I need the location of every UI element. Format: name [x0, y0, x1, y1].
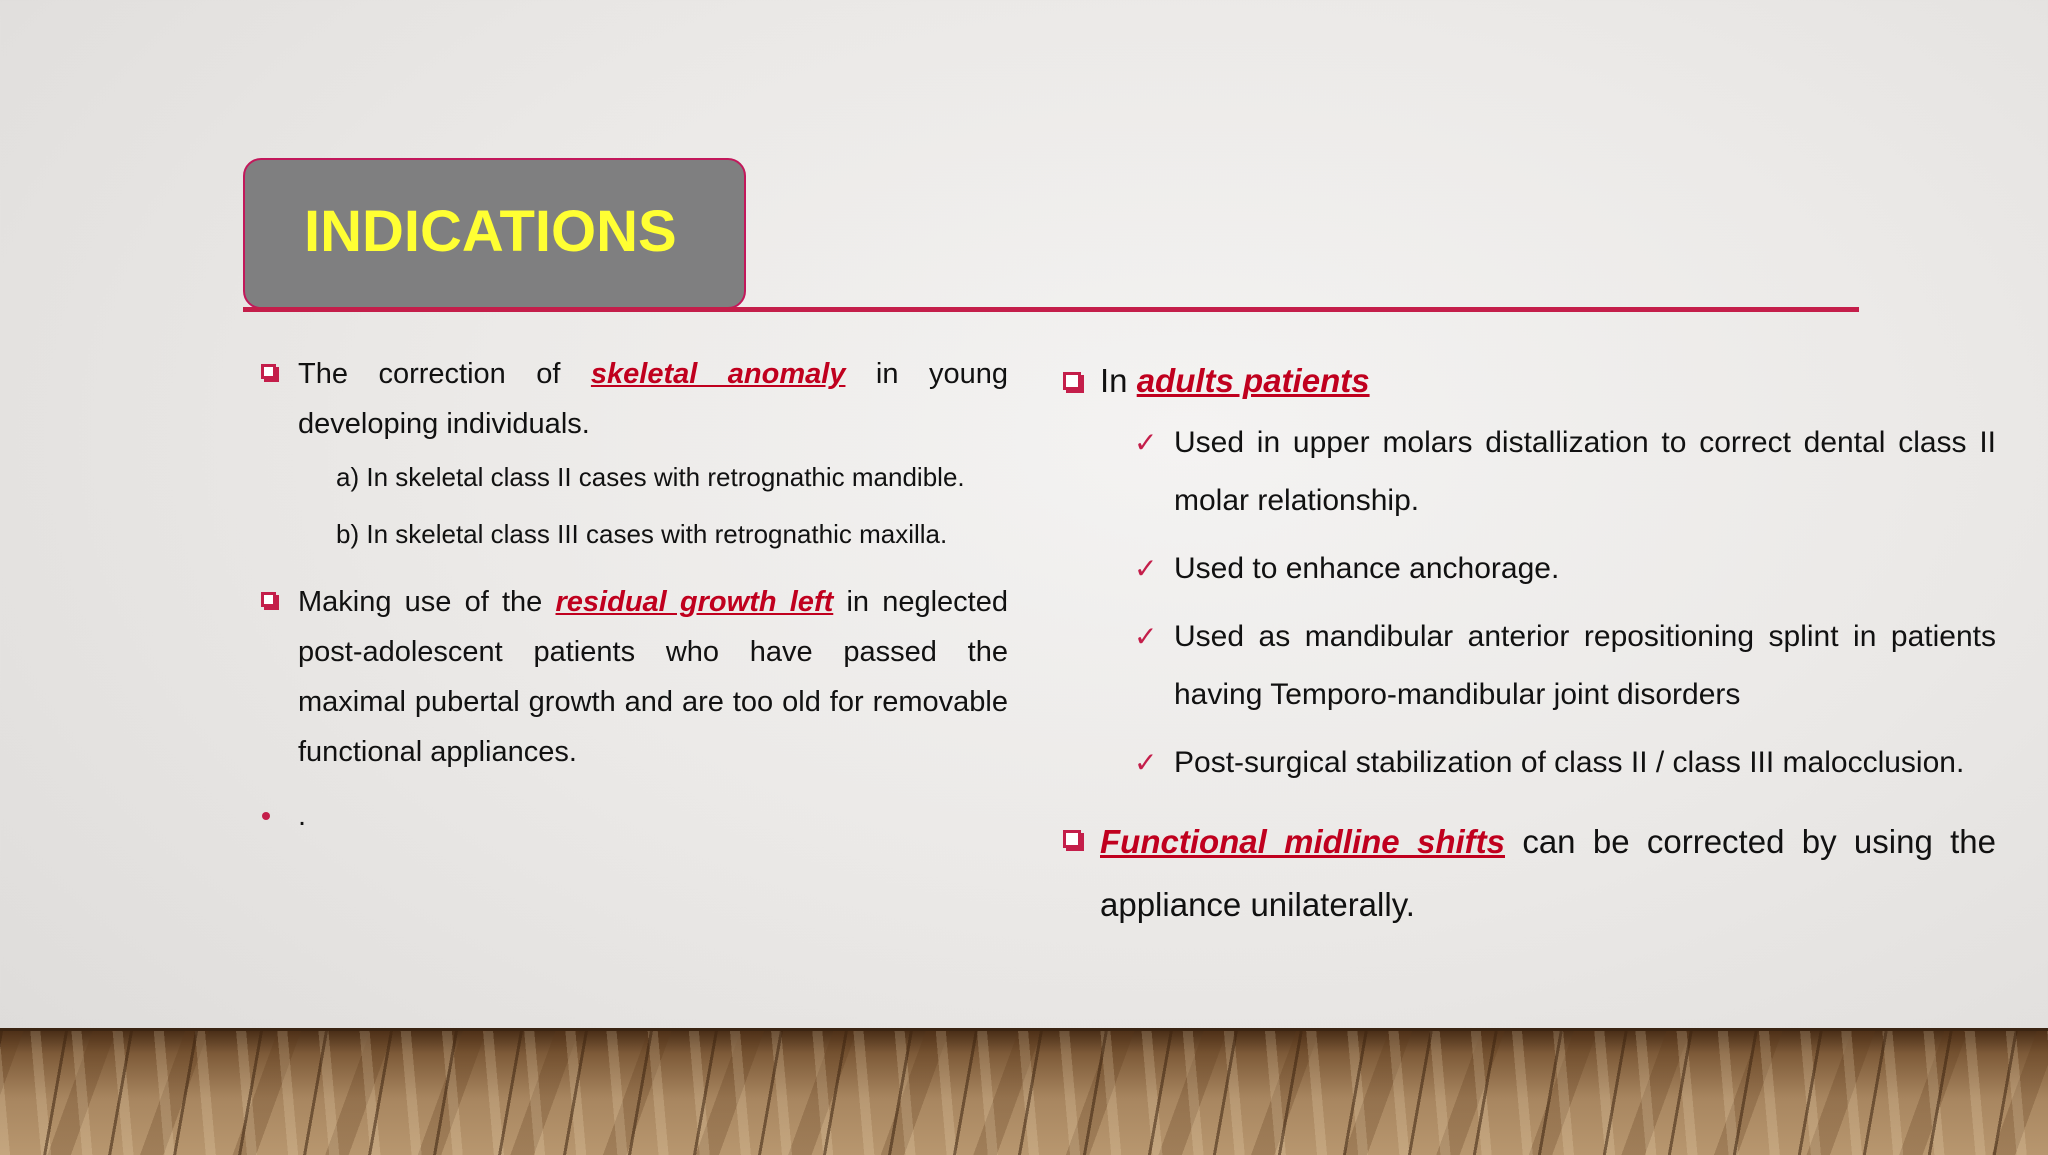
checkbox-bullet-icon — [1063, 830, 1081, 848]
indication-adults: In adults patients — [1060, 356, 1996, 406]
highlight-functional-midline-shifts: Functional midline shifts — [1100, 823, 1505, 860]
sub-item-b: b) In skeletal class III cases with retrognathic maxilla. — [336, 519, 948, 549]
indication-residual-growth: Making use of the residual growth left in neglected post-adolescent patients who have passed the maximal pubertal growth and are too old for removable functional appliances. — [258, 577, 1008, 777]
check-item-molars: ✓ Used in upper molars distallization to correct dental class II molar relationship. — [1174, 414, 1996, 530]
right-column — [1060, 356, 1996, 936]
checkbox-bullet-icon — [261, 364, 276, 379]
check-item-splint: ✓ Used as mandibular anterior repositioning splint in patients having Temporo-mandibular joint disorders — [1174, 608, 1996, 724]
checkbox-bullet-icon — [1063, 372, 1081, 390]
checkmark-icon: ✓ — [1134, 746, 1158, 779]
check-item-stabilization: ✓ Post-surgical stabilization of class II / class III malocclusion. — [1174, 734, 1996, 792]
empty-bullet: . — [258, 791, 1008, 841]
highlight-residual-growth: residual growth left — [555, 586, 834, 618]
title-underline — [243, 307, 1859, 312]
checkmark-icon: ✓ — [1134, 620, 1158, 653]
indication-midline-shifts: Functional midline shifts can be corrected by using the appliance unilaterally. — [1060, 810, 1996, 936]
highlight-adults-patients: adults patients — [1136, 362, 1370, 399]
checkbox-bullet-icon — [261, 592, 276, 607]
checkmark-icon: ✓ — [1134, 426, 1158, 459]
slide-title: INDICATIONS — [304, 199, 677, 264]
dot-bullet-icon — [262, 812, 270, 820]
highlight-skeletal-anomaly: skeletal anomaly — [590, 358, 846, 390]
wood-floor-decoration — [0, 1028, 2048, 1155]
sub-item-a: a) In skeletal class II cases with retrognathic mandible. — [336, 462, 965, 492]
checkmark-icon: ✓ — [1134, 552, 1158, 585]
left-column — [258, 349, 1008, 841]
check-item-anchorage: ✓ Used to enhance anchorage. — [1174, 540, 1996, 598]
indication-skeletal-anomaly: The correction of skeletal anomaly in young developing individuals. — [258, 349, 1008, 449]
